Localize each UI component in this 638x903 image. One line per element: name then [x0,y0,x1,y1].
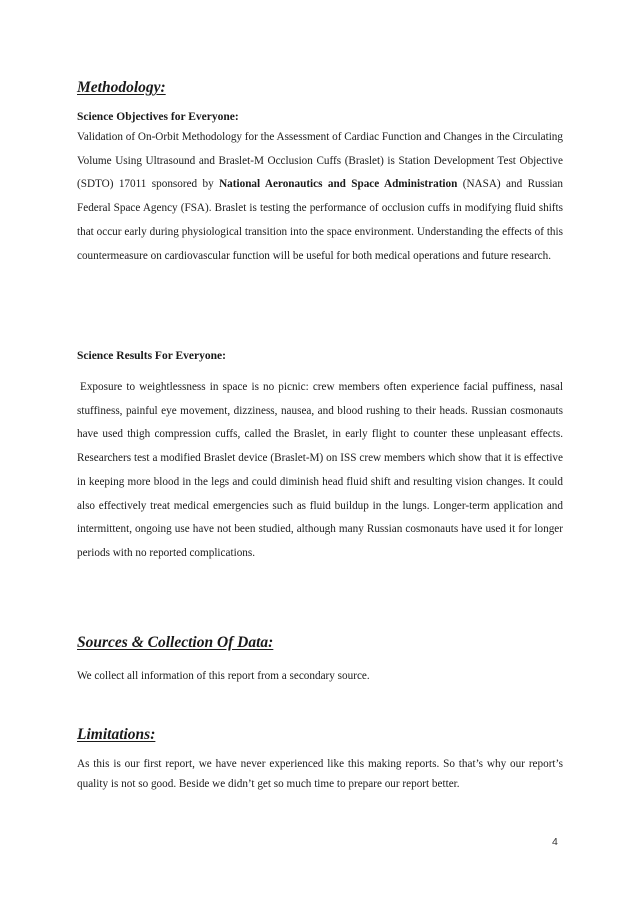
sources-paragraph-block [77,669,563,683]
objectives-text-bold: National Aeronautics and Space Administration [219,178,458,191]
objectives-block [77,110,563,124]
methodology-heading: Methodology: [77,79,166,96]
objectives-text-2: (NASA) and Russian Federal Space Agency (FSA). Braslet is testing the performance of occlusion cuffs in modifying fluid shifts that occur early during physiological transition into the space environment. Understanding the effects of this countermeasure on cardiovascular function will be useful for both medical operations and future research. [77,178,563,262]
results-paragraph: Exposure to weightlessness in space is no picnic: crew members often experience facial puffiness, nasal stuffiness, painful eye movement, dizziness, nausea, and blood rushing to their heads. Russian cosmonauts have used thigh compression cuffs, called the Braslet, in early flight to counter these unpleasant effects. Researchers test a modified Braslet device (Braslet-M) on ISS crew members which show that it is effective in keeping more blood in the legs and could diminish head fluid shift and resulting vision changes. It could also effectively treat medical emergencies such as fluid buildup in the lungs. Longer-term application and intermittent, ongoing use have not been studied, although many Russian cosmonauts have used it for longer periods with no reported complications. [77,381,563,559]
objectives-text-1: Validation of On-Orbit Methodology for the Assessment of Cardiac Function and Changes in the Circulating Volume Using Ultrasound and Braslet-M Occlusion Cuffs (Braslet) is Station Development Test Objective (SDTO) 17011 sponsored by [77,131,563,191]
objectives-subheading: Science Objectives for Everyone: [77,111,239,123]
limitations-section [77,726,563,744]
objectives-paragraph-block [77,126,563,268]
page-number: 4 [552,836,558,848]
objectives-paragraph [77,126,563,268]
sources-heading: Sources & Collection Of Data: [77,634,274,651]
limitations-heading: Limitations: [77,726,156,743]
results-block [77,349,563,363]
sources-paragraph: We collect all information of this report from a secondary source. [77,670,370,682]
limitations-paragraph-block [77,755,563,794]
sources-section [77,634,563,652]
methodology-section [77,79,563,97]
results-paragraph-block [77,376,563,566]
results-subheading: Science Results For Everyone: [77,350,226,362]
limitations-paragraph: As this is our first report, we have never experienced like this making reports. So that’s why our report’s quality is not so good. Beside we didn’t get so much time to prepare our report better. [77,758,563,790]
